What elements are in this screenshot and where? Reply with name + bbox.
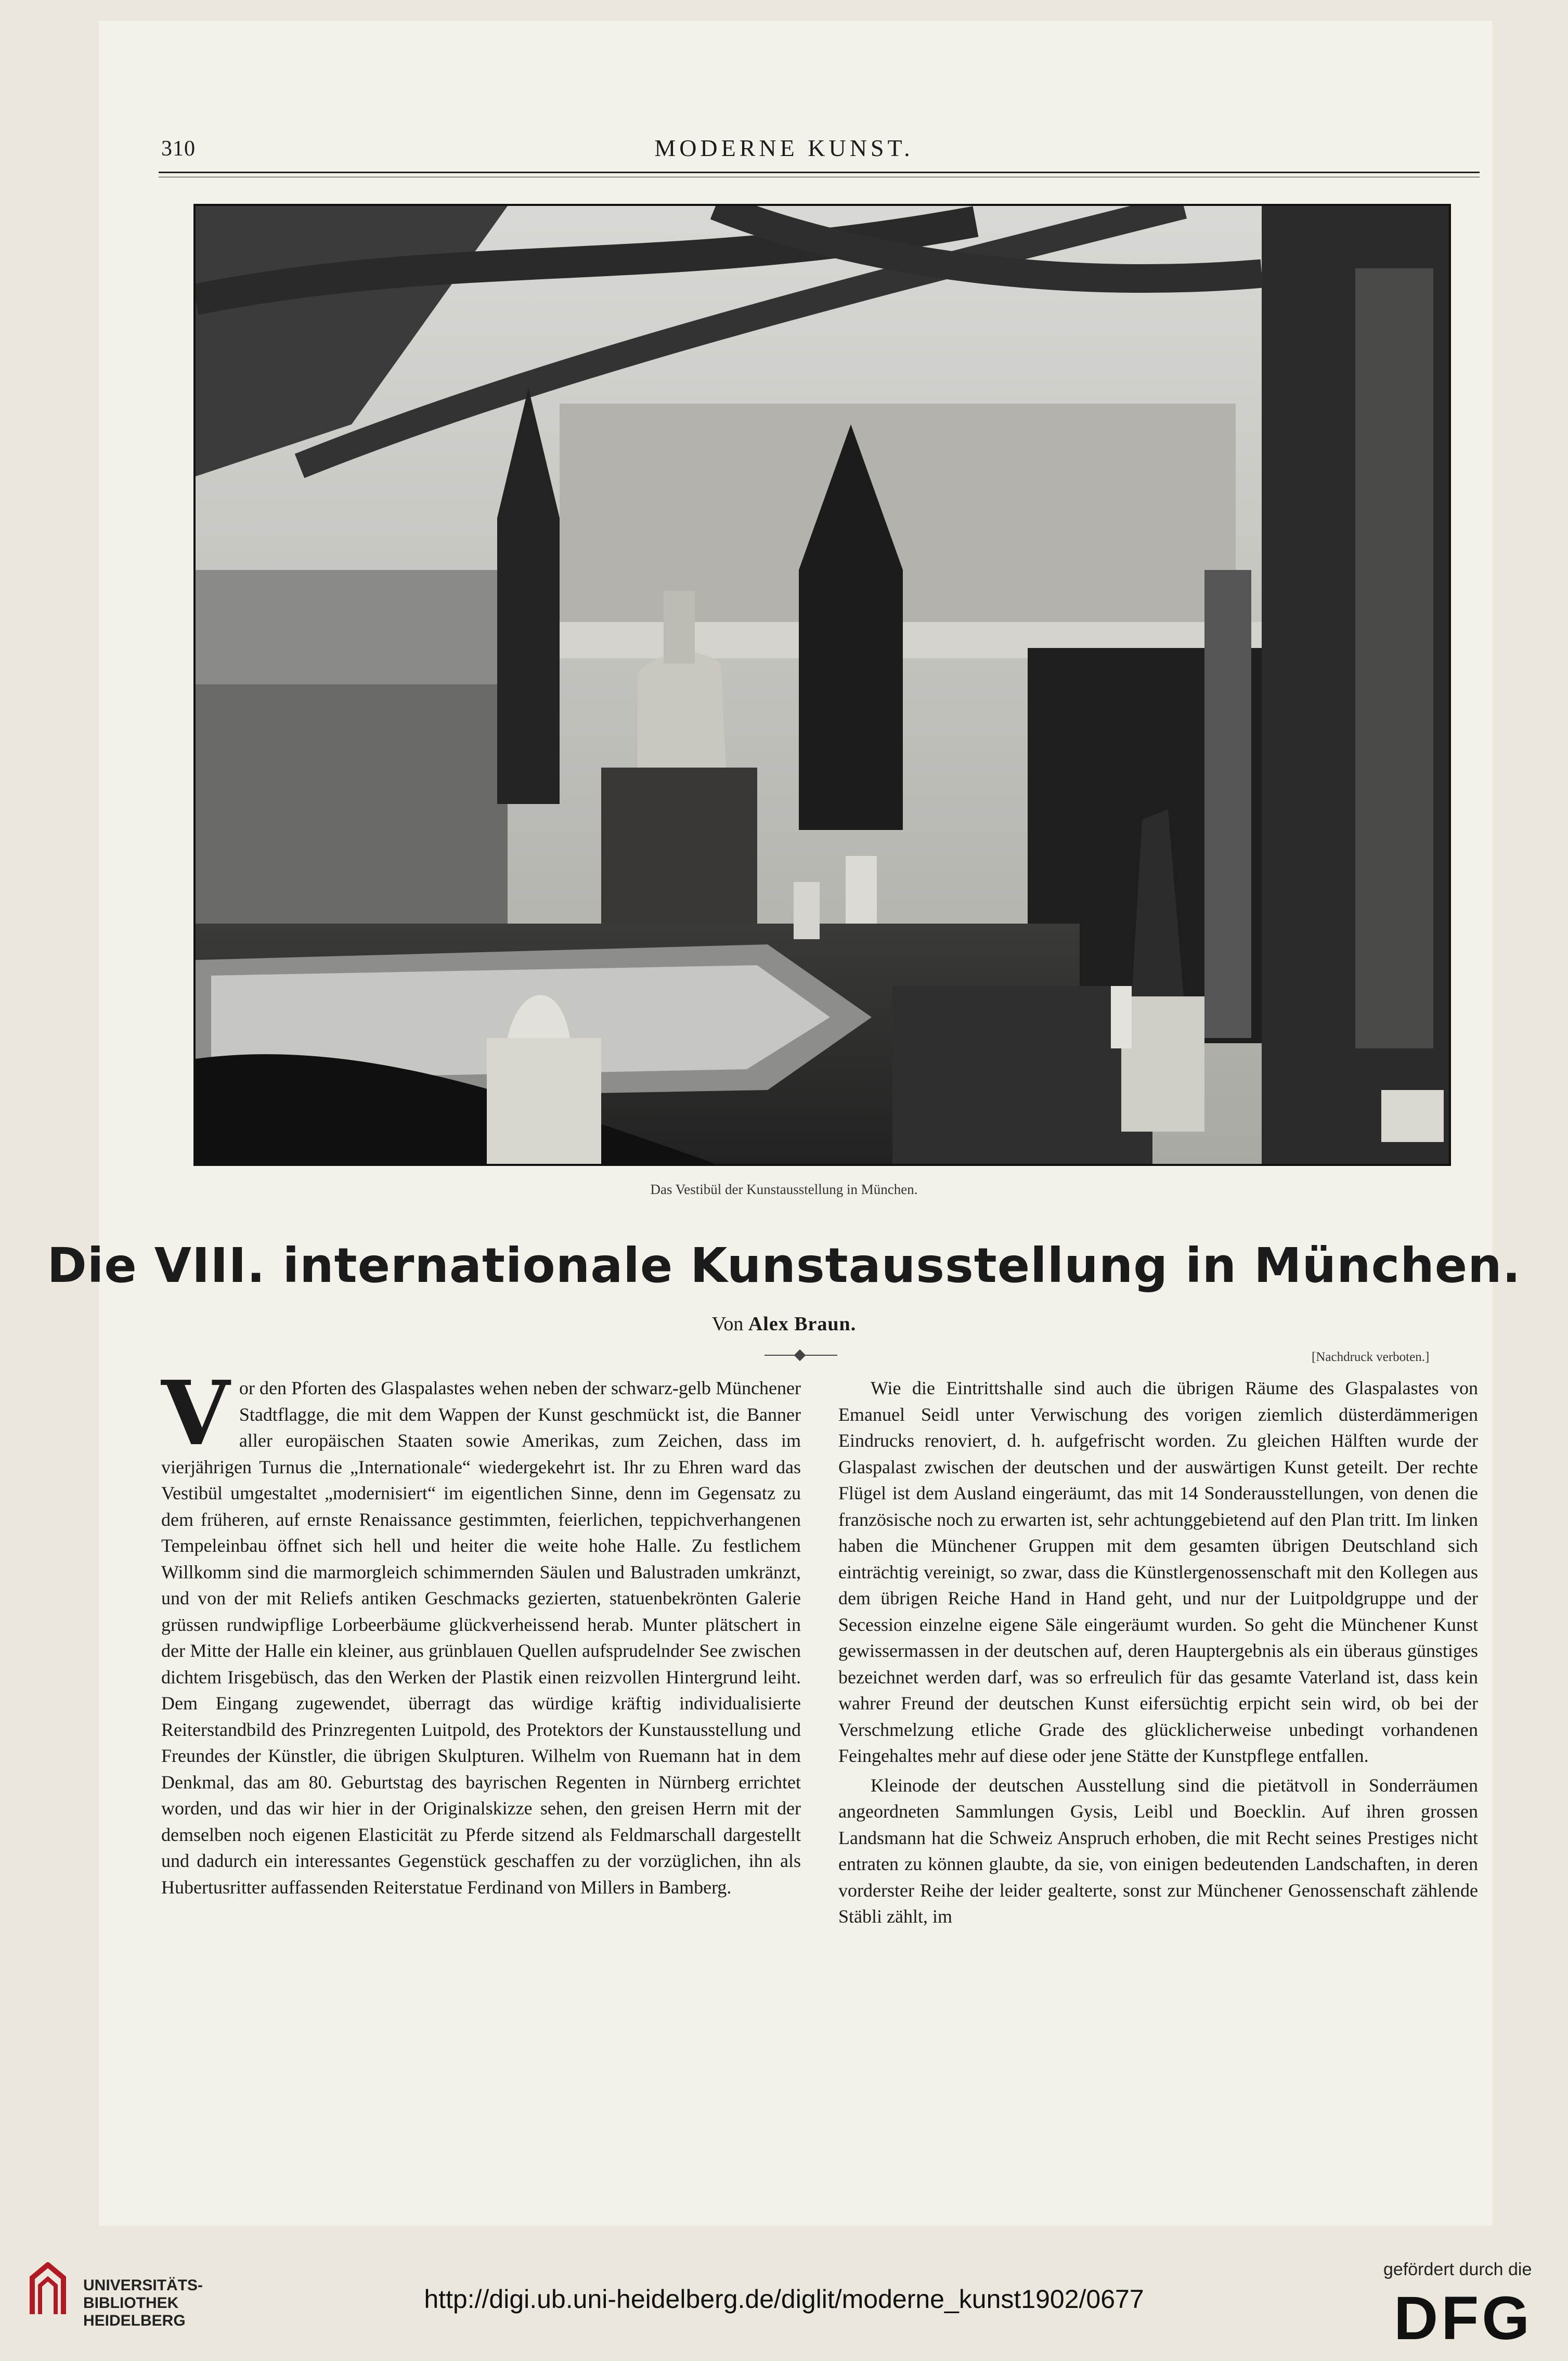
author-name: Alex Braun. [748, 1313, 857, 1335]
paragraph-right-1: Wie die Eintrittshalle sind auch die übrigen Räume des Glaspalastes von Emanuel Seidl unter Verwischung des vorigen ziemlich düsterdämmerigen Eindrucks renoviert, d. h. aufgefrischt worden. Zu gleichen Hälften wurde der Glaspalast zwischen der deutschen und der auswärtigen Kunst geteilt. Der rechte Flügel ist dem Ausland eingeräumt, das mit 14 Sonderausstellungen, von denen die französische noch zu erwarten ist, sehr achtunggebietend auf den Plan tritt. Im linken haben die Münchener Gruppen mit dem gesamten übrigen Deutschland sich einträchtig vereinigt, so zwar, dass die Künstlergenossenschaft mit den Kollegen aus dem übrigen Reiche Hand in Hand geht, und nur der Luitpoldgruppe und der Secession einzelne eigene Säle eingeräumt wurden. So geht die Münchener Kunst gewissermassen in der deutschen auf, deren Hauptergebnis als ein überaus günstiges bezeichnet werden darf, was so erfreulich für das gesamte Vaterland ist, dass kein wahrer Freund der deutschen Kunst eifersüchtig erpicht sein wird, ob bei der Verschmelzung etliche Grade des glücklicherweise unbedingt vorhandenen Feingehaltes mehr auf diese oder jene Stätte der Kunstpflege entfallen. [838, 1378, 1478, 1766]
byline-prefix: Von [711, 1313, 744, 1335]
institution-line-3: HEIDELBERG [83, 2312, 186, 2329]
institution-line-2: BIBLIOTHEK [83, 2294, 179, 2312]
byline [0, 1313, 1568, 1335]
header-rule [159, 172, 1480, 173]
text-column-left [161, 1361, 801, 1900]
figure-caption: Das Vestibül der Kunstausstellung in München. [650, 1182, 918, 1197]
running-title: MODERNE KUNST. [654, 135, 914, 161]
paragraph-left [161, 1361, 801, 1900]
page-number: 310 [161, 137, 196, 161]
source-url-link[interactable]: http://digi.ub.uni-heidelberg.de/diglit/moderne_kunst1902/0677 [424, 2285, 1144, 2314]
paragraph-left-text: or den Pforten des Glaspalastes wehen neben der schwarz-gelb Münchener Stadtflagge, die mit dem Wappen der Kunst geschmückt ist, die Banner aller europäischen Staaten sowie Amerikas, zum Zeichen, dass im vierjährigen Turnus die „Internationale“ wiedergekehrt ist. Ihr zu Ehren ward das Vestibül umgestaltet „modernisiert“ im eigentlichen Sinne, denn im Gegensatz zu dem früheren, auf ernste Renaissance gestimmten, feierlichen, teppichverhangenen Tempeleinbau öffnet sich hell und heiter die weite hohe Halle. Zu festlichem Willkomm sind die marmorgleich schimmernden Säulen und Balustraden umkränzt, und von der mit Reliefs antiken Geschmacks gezierten, statuenbekrönten Galerie grüssen rundwipflige Lorbeerbäume glückverheissend herab. Munter plätschert in der Mitte der Halle ein kleiner, aus grünblauen Quellen aufsprudelnder See zwischen dichtem Irisgebüsch, das den Werken der Plastik einen reizvollen Hintergrund leiht. Dem Eingang zugewendet, überragt das würdige kräftig individualisierte Reiterstandbild des Prinzregenten Luitpold, des Protektors der Kunstausstellung und Freundes der Künstler, die übrigen Skulpturen. Wilhelm von Ruemann hat in dem Denkmal, das am 80. Geburtstag des bayrischen Regenten in Nürnberg errichtet worden, und das wir hier in der Originalskizze sehen, den greisen Herrn mit der demselben noch eigenen Elasticität zu Pferde sitzend als Feldmarschall dargestellt und dadurch ein interessantes Gegenstück geschaffen zu der vorzüglichen, ihn als Hubertusritter auffassenden Reiterstatue Ferdinand von Millers in Bamberg. [161, 1378, 801, 1898]
funding-note: gefördert durch die [1383, 2260, 1532, 2279]
institution-line-1: UNIVERSITÄTS- [83, 2277, 203, 2294]
text-column-right [838, 1375, 1478, 1930]
rights-note: [Nachdruck verboten.] [1312, 1350, 1430, 1364]
paragraph-right-2: Kleinode der deutschen Ausstellung sind die pietätvoll in Sonderräumen angeordneten Sammlungen Gysis, Leibl und Boecklin. Auf ihren grossen Landsmann hat die Schweiz Anspruch erhoben, die mit Recht seines Prestiges nicht entraten zu können glaubte, da sie, von einigen bedeutenden Landschaften, in deren vorderster Reihe der leider gealterte, sonst zur Münchener Genossenschaft zählende Stäbli zählt, im [838, 1774, 1478, 1927]
drop-cap: V [161, 1361, 230, 1465]
article-title: Die VIII. internationale Kunstausstellung in München. [47, 1238, 1521, 1293]
title-ornament [764, 1354, 837, 1356]
dfg-logo: DFG [1394, 2284, 1533, 2353]
vestibule-photograph [193, 204, 1451, 1166]
